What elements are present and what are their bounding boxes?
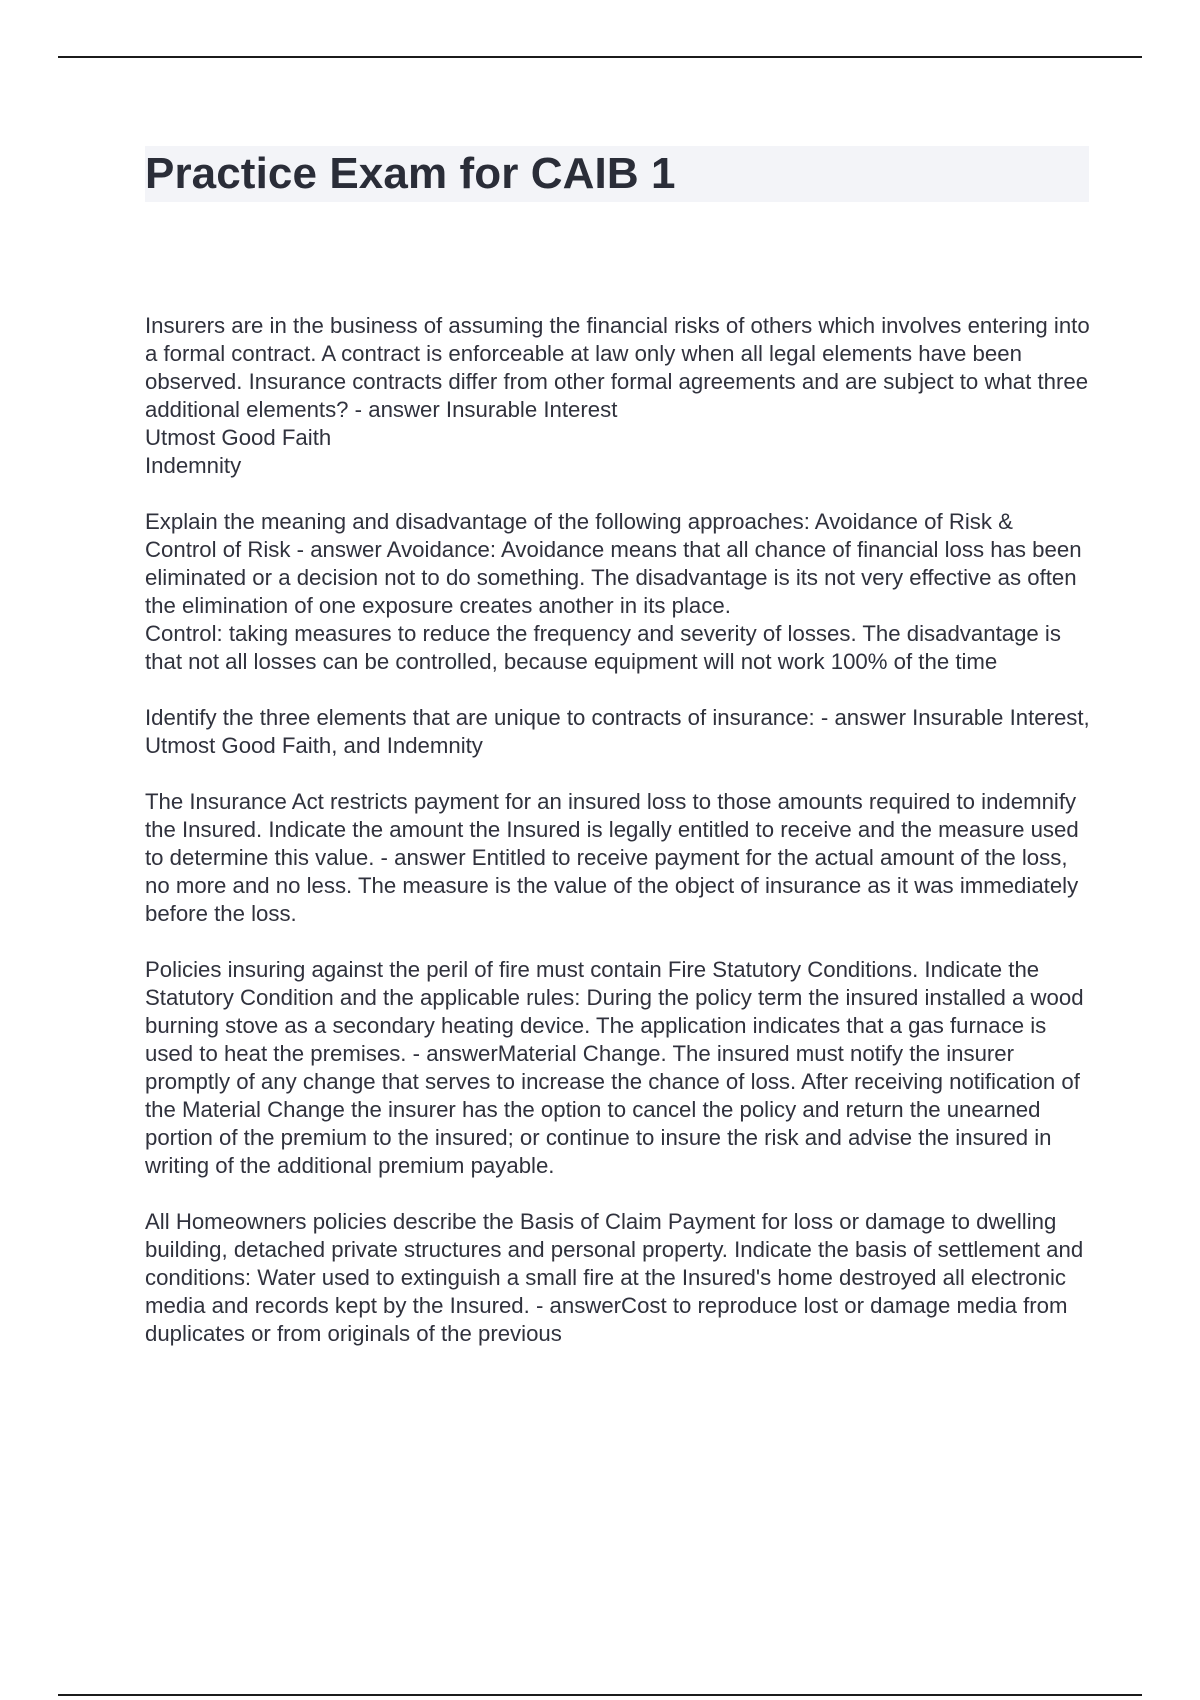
document-body xyxy=(145,312,1090,1376)
qa-entry: All Homeowners policies describe the Basis of Claim Payment for loss or damage to dwelling building, detached private structures and personal property. Indicate the basis of settlement and conditions: Water used to extinguish a small fire at the Insured's home destroyed all electronic media and records kept by the Insured. - answerCost to reproduce lost or damage media from duplicates or from originals of the previous xyxy=(145,1209,1084,1346)
qa-entry: Policies insuring against the peril of fire must contain Fire Statutory Conditions. Indicate the Statutory Condition and the applicable rules: During the policy term the insured installed a wood burning stove as a secondary heating device. The application indicates that a gas furnace is used to heat the premises. - answerMaterial Change. The insured must notify the insurer promptly of any change that serves to increase the chance of loss. After receiving notification of the Material Change the insurer has the option to cancel the policy and return the unearned portion of the premium to the insured; or continue to insure the risk and advise the insured in writing of the additional premium payable. xyxy=(145,957,1084,1178)
qa-entry: Identify the three elements that are unique to contracts of insurance: - answer Insurable Interest, Utmost Good Faith, and Indemnity xyxy=(145,705,1090,758)
top-divider xyxy=(58,56,1142,58)
page-title: Practice Exam for CAIB 1 xyxy=(145,149,676,198)
qa-entry: Explain the meaning and disadvantage of the following approaches: Avoidance of Risk & Control of Risk - answer Avoidance: Avoidance means that all chance of financial loss has been eliminated or a decision not to do something. The disadvantage is its not very effective as often the elimination of one exposure creates another in its place. Control: taking measures to reduce the frequency and severity of losses. The disadvantage is that not all losses can be controlled, because equipment will not work 100% of the time xyxy=(145,509,1082,674)
bottom-divider xyxy=(58,1694,1142,1696)
qa-entry: Insurers are in the business of assuming the financial risks of others which involves entering into a formal contract. A contract is enforceable at law only when all legal elements have been observed. Insurance contracts differ from other formal agreements and are subject to what three additional elements? - answer Insurable Interest Utmost Good Faith Indemnity xyxy=(145,313,1090,478)
qa-entry: The Insurance Act restricts payment for an insured loss to those amounts required to indemnify the Insured. Indicate the amount the Insured is legally entitled to receive and the measure used to determine this value. - answer Entitled to receive payment for the actual amount of the loss, no more and no less. The measure is the value of the object of insurance as it was immediately before the loss. xyxy=(145,789,1079,926)
